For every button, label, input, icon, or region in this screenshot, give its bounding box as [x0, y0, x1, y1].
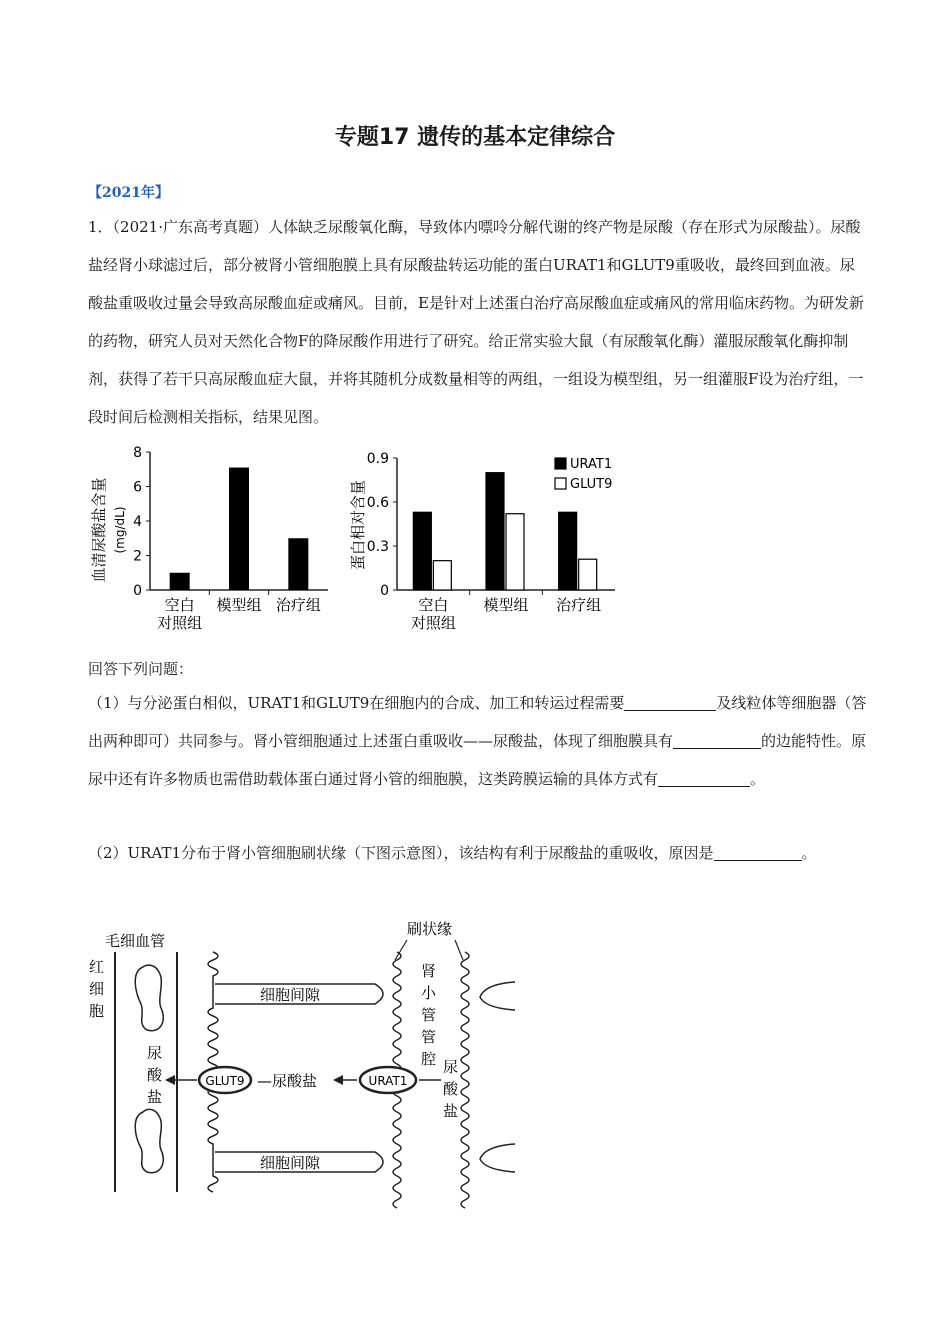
- page-title: 专题17 遗传的基本定律综合: [334, 125, 616, 150]
- y-axis-unit: (mg/dL): [113, 506, 127, 554]
- bar-glut9: [433, 561, 451, 590]
- question-source: （2021·广东高考真题）: [112, 218, 268, 236]
- x-tick-label: 治疗组: [556, 596, 602, 614]
- y-axis-label: 血清尿酸盐含量: [90, 477, 108, 583]
- question-number: 1．: [88, 218, 113, 236]
- question-text: 人体缺乏尿酸氧化酶，导致体内嘌呤分解代谢的终产物是尿酸（存在形式为尿酸盐）。尿酸盐经肾小球滤过后，部分被肾小管细胞膜上具有尿酸盐转运功能的蛋白URAT1和GLUT9重吸收，最终回到血液。尿酸盐重吸收过量会导致高尿酸血症或痛风。目前，E是针对上述蛋白治疗高尿酸血症或痛风的常用临床药物。为研发新的药物，研究人员对天然化合物F的降尿酸作用进行了研究。给正常实验大鼠（有尿酸氧化酶）灌服尿酸氧化酶抑制剂，获得了若干只高尿酸血症大鼠，并将其随机分成数量相等的两组，一组设为模型组，另一组灌服F设为治疗组，一段时间后检测相关指标，结果见图。: [88, 218, 864, 426]
- answer-prompt: 回答下列问题：: [88, 660, 194, 678]
- y-axis-label: 蛋白相对含量: [349, 479, 367, 571]
- sub2-end: 。: [801, 844, 817, 862]
- legend-swatch: [555, 478, 566, 489]
- y-tick-label: 2: [133, 548, 142, 565]
- x-tick-label: 模型组: [216, 596, 262, 614]
- y-tick-label: 0.3: [366, 539, 389, 555]
- answer-blank-4a[interactable]: [714, 842, 790, 861]
- chart-protein-content: [345, 440, 635, 640]
- x-tick-label: 对照组: [157, 614, 203, 632]
- y-tick-label: 0.9: [366, 451, 389, 467]
- y-tick-label: 4: [133, 514, 142, 530]
- adjacent-cell-edge: [480, 982, 515, 1010]
- answer-blank-3[interactable]: [658, 768, 750, 787]
- urate-blood-label: 尿 酸 盐: [147, 1044, 163, 1106]
- question-stem: [88, 208, 868, 436]
- y-tick-label: 0: [133, 583, 142, 599]
- bar: [170, 573, 190, 590]
- bar: [229, 468, 249, 590]
- x-tick-label: 模型组: [483, 596, 529, 614]
- x-tick-label: 治疗组: [275, 596, 321, 614]
- y-tick-label: 0.6: [366, 495, 389, 511]
- lumen-label: 肾 小 管 管 腔: [421, 962, 437, 1068]
- legend-swatch: [555, 458, 566, 469]
- legend-label: GLUT9: [570, 477, 613, 492]
- chart-serum-urate: [88, 440, 338, 640]
- answer-blank-4b[interactable]: [790, 842, 802, 861]
- urate-mid-label: —尿酸盐: [257, 1072, 318, 1090]
- red-blood-cell: [135, 1109, 163, 1172]
- sub1-text-b: 及线粒体等细胞器（答出两种即可）共同参与。肾小管细胞通过上述蛋白重吸收——尿酸盐，体现了细胞膜具有: [88, 694, 867, 750]
- legend-label: URAT1: [570, 457, 613, 472]
- brush-border-label: 刷状缘: [407, 920, 453, 938]
- urate-lumen-label: 尿 酸 盐: [443, 1058, 459, 1120]
- sub2-text-a: （2）URAT1分布于肾小管细胞刷状缘（下图示意图），该结构有利于尿酸盐的重吸收，原因是: [88, 844, 714, 862]
- answer-blank-2b[interactable]: [707, 730, 761, 749]
- arrowhead-icon: [333, 1075, 343, 1085]
- gap-top-label: 细胞间隙: [260, 986, 321, 1004]
- y-tick-label: 8: [133, 445, 142, 461]
- urat1-label: URAT1: [368, 1074, 408, 1088]
- sub1-end: 。: [750, 770, 766, 788]
- gap-bottom-label: 细胞间隙: [260, 1154, 321, 1172]
- y-tick-label: 0: [380, 583, 389, 599]
- adjacent-cell-edge: [480, 1144, 515, 1172]
- bar-urat1: [559, 512, 577, 590]
- x-tick-label: 空白: [164, 596, 195, 614]
- year-tag: 【2021年】: [88, 185, 169, 201]
- capillary-label: 毛细血管: [105, 932, 166, 950]
- sub-question-1: [88, 684, 868, 798]
- pointer-line: [455, 940, 463, 960]
- sub1-text-c: 的边能特性。原尿中还有许多物质也需借助载体蛋白通过肾小管的细胞膜，这类跨膜运输的具体方式有: [88, 732, 867, 788]
- glut9-label: GLUT9: [205, 1074, 245, 1088]
- answer-blank-1[interactable]: [624, 692, 716, 711]
- rbc-label: 红 细 胞: [89, 958, 105, 1020]
- brush-border-diagram: [85, 912, 525, 1212]
- bar-glut9: [579, 559, 597, 590]
- x-tick-label: 空白: [418, 596, 449, 614]
- sub-question-2: [88, 834, 868, 872]
- bar-urat1: [413, 512, 431, 590]
- x-tick-label: 对照组: [410, 614, 456, 632]
- bar-glut9: [506, 514, 524, 590]
- bar-urat1: [486, 473, 504, 590]
- answer-blank-2a[interactable]: [673, 730, 707, 749]
- red-blood-cell: [135, 965, 163, 1031]
- sub1-text-a: （1）与分泌蛋白相似，URAT1和GLUT9在细胞内的合成、加工和转运过程需要: [88, 694, 625, 712]
- bar: [288, 538, 308, 590]
- y-tick-label: 6: [133, 479, 142, 496]
